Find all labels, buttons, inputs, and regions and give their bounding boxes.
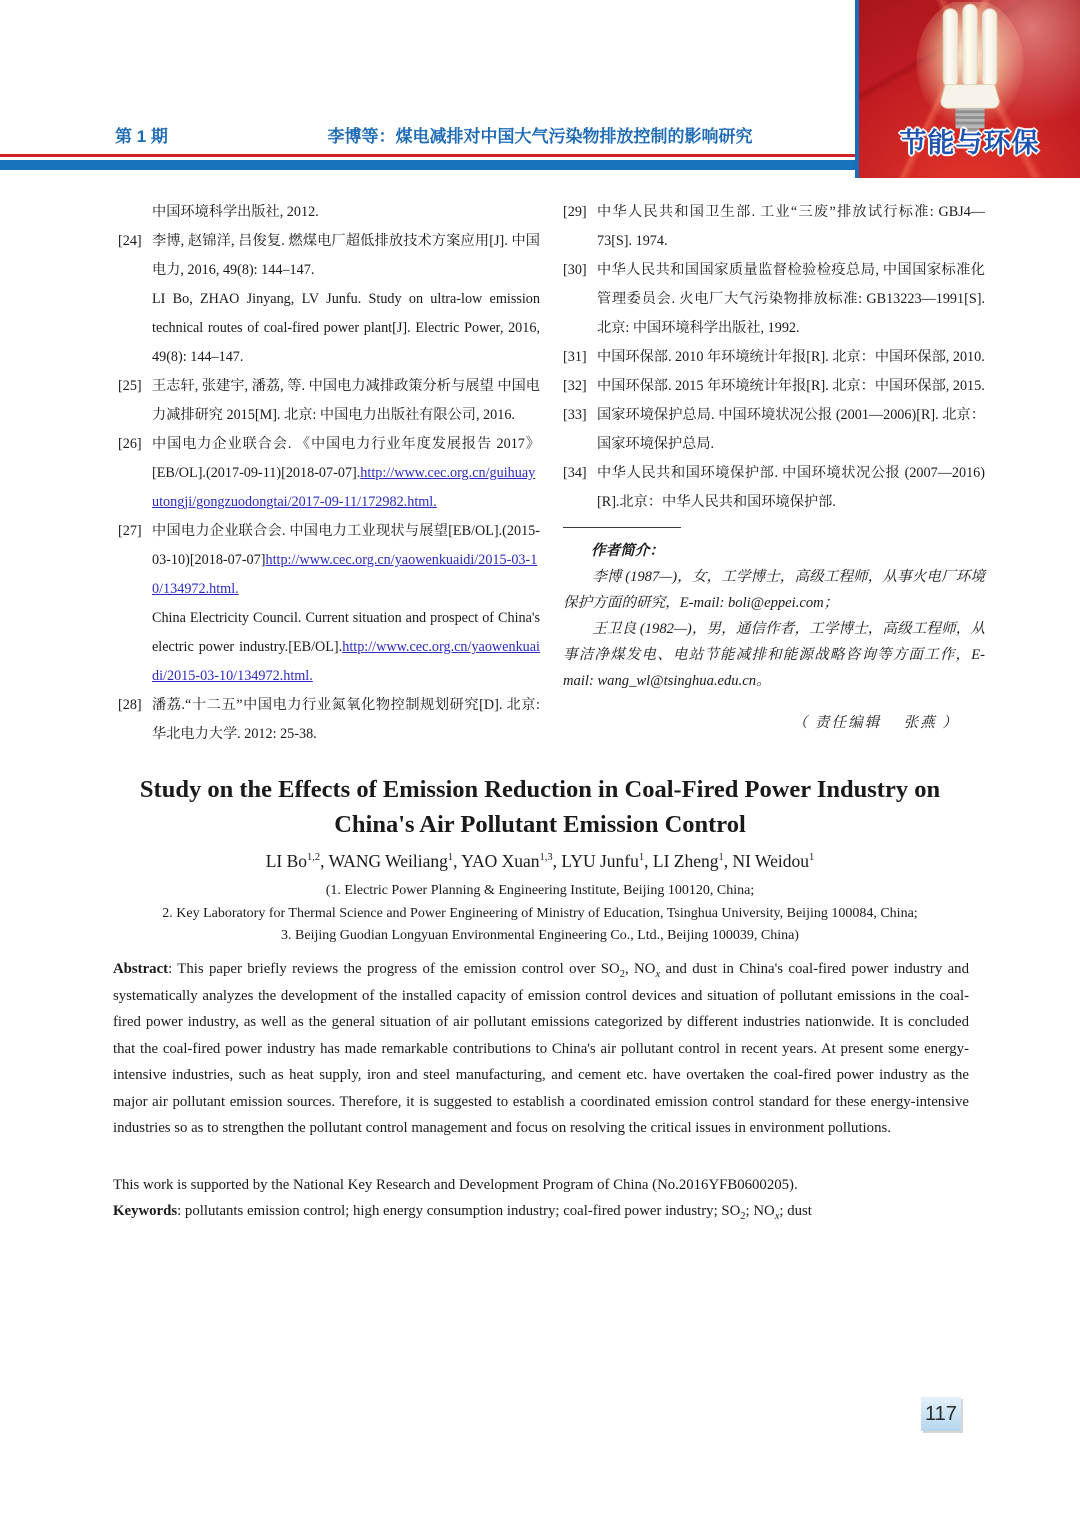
author-bio-paragraph: 李博 (1987—)，女，工学博士，高级工程师，从事火电厂环境保护方面的研究，E-mail: boli@eppei.com；: [563, 569, 985, 611]
english-authors-line: LI Bo$^{1,2}$, WANG Weiliang$^1$, YAO Xuan$^{1,3}$, LYU Junfu$^1$, LI Zheng$^1$, NI Weidou$^1$: [265, 851, 815, 871]
reference-text: 王志轩, 张建宇, 潘荔, 等. 中国电力减排政策分析与展望 中国电力减排研究 2015[M]. 北京: 中国电力出版社有限公司, 2016.: [152, 378, 540, 423]
references-right-column: [563, 198, 985, 736]
reference-label: [26]: [118, 436, 142, 452]
reference-label: [32]: [563, 378, 587, 394]
affiliation-line: 3. Beijing Guodian Longyuan Environmental Engineering Co., Ltd., Beijing 100039, China): [281, 928, 799, 943]
footnote-divider: [563, 527, 681, 528]
english-affiliations: [0, 880, 1080, 948]
funding-note: This work is supported by the National Key Research and Development Program of China (No.2016YFB0600205).: [113, 1177, 798, 1193]
reference-label: [33]: [563, 407, 587, 423]
reference-item: [118, 517, 540, 604]
reference-link[interactable]: http://www.cec.org.cn/yaowenkuaidi/2015-03-10/134972.html.: [152, 552, 538, 597]
reference-text: 中华人民共和国卫生部. 工业“三废”排放试行标准: GBJ4—73[S]. 1974.: [597, 204, 985, 249]
reference-item: [118, 227, 540, 285]
affiliation-line: (1. Electric Power Planning & Engineering Institute, Beijing 100120, China;: [325, 883, 755, 898]
english-title-line2: China's Air Pollutant Emission Control: [334, 811, 746, 838]
reference-text: 中国电力企业联合会. 《中国电力行业年度发展报告 2017》[EB/OL].(2017-09-11)[2018-07-07].http://www.cec.org.cn/guihuayutongji/gongzuodongtai/2017-09-11/172982.html.: [152, 436, 540, 510]
author-bio-list: [563, 564, 985, 694]
reference-text: 国家环境保护总局. 中国环境状况公报 (2001—2006)[R]. 北京：国家环境保护总局.: [597, 407, 985, 452]
reference-label: [25]: [118, 378, 142, 394]
reference-label: [24]: [118, 233, 142, 249]
reference-link[interactable]: http://www.cec.org.cn/yaowenkuaidi/2015-03-10/134972.html.: [152, 639, 540, 684]
reference-item: [118, 691, 540, 749]
reference-text: 中国电力企业联合会. 中国电力工业现状与展望[EB/OL].(2015-03-10)[2018-07-07]http://www.cec.org.cn/yaowenkuaidi/2015-03-10/134972.html.: [152, 523, 540, 597]
reference-label: [27]: [118, 523, 142, 539]
reference-label: [34]: [563, 465, 587, 481]
page-number-badge: 117: [921, 1397, 961, 1431]
reference-text: 中国环保部. 2015 年环境统计年报[R]. 北京：中国环保部, 2015.: [597, 378, 985, 394]
reference-text: 李博, 赵锦洋, 吕俊复. 燃煤电厂超低排放技术方案应用[J]. 中国电力, 2016, 49(8): 144–147.: [152, 233, 540, 278]
reference-label: [29]: [563, 204, 587, 220]
affiliation-line: 2. Key Laboratory for Thermal Science and Power Engineering of Ministry of Education, Tsinghua University, Beijing 100084, China;: [162, 905, 918, 921]
author-bio-heading: 作者简介：: [591, 543, 664, 559]
header-rule-blue: [0, 160, 858, 170]
reference-text: LI Bo, ZHAO Jinyang, LV Junfu. Study on ultra-low emission technical routes of coal-fired power plant[J]. Electric Power, 2016, 49(8): 144–147.: [152, 291, 540, 365]
reference-text: 中华人民共和国环境保护部. 中国环境状况公报 (2007—2016)[R].北京：中华人民共和国环境保护部.: [597, 465, 985, 510]
reference-label: [118, 198, 152, 227]
keywords-line: Keywords: pollutants emission control; high energy consumption industry; coal-fired power industry; $SO_2$; $NO_x$; dust: [113, 1203, 812, 1222]
reference-label: [28]: [118, 697, 142, 713]
issue-label: 第 1 期: [115, 127, 168, 146]
reference-label: [118, 285, 152, 372]
journal-logo-title: 节能与环保: [899, 128, 1040, 158]
reference-item: [563, 459, 985, 517]
author-bio-paragraph: 王卫良 (1982—)，男，通信作者，工学博士，高级工程师，从事洁净煤发电、电站节能减排和能源战略咨询等方面工作，E-mail: wang_wl@tsinghua.edu.cn。: [563, 621, 985, 689]
reference-item: [563, 198, 985, 256]
reference-label: [30]: [563, 262, 587, 278]
references-right-list: [563, 198, 985, 517]
reference-text: China Electricity Council. Current situation and prospect of China's electric power industry.[EB/OL].http://www.cec.org.cn/yaowenkuaidi/2015-03-10/134972.html.: [152, 610, 540, 684]
reference-item: [118, 604, 540, 691]
header-rule-red: [0, 154, 858, 157]
reference-text: 中华人民共和国国家质量监督检验检疫总局, 中国国家标准化管理委员会. 火电厂大气污染物排放标准: GB13223—1991[S]. 北京: 中国环境科学出版社, 1992.: [597, 262, 985, 336]
journal-logo: [855, 0, 1080, 178]
reference-item: [563, 372, 985, 401]
english-title-line1: Study on the Effects of Emission Reduction in Coal-Fired Power Industry on: [139, 776, 941, 803]
reference-label: [118, 604, 152, 691]
reference-text: 中国环保部. 2010 年环境统计年报[R]. 北京：中国环保部, 2010.: [597, 349, 985, 365]
reference-item: [118, 285, 540, 372]
reference-item: [118, 430, 540, 517]
reference-item: [118, 372, 540, 430]
reference-link[interactable]: http://www.cec.org.cn/guihuayutongji/gongzuodongtai/2017-09-11/172982.html.: [152, 465, 536, 510]
running-title: 李博等：煤电减排对中国大气污染物排放控制的影响研究: [327, 127, 753, 146]
abstract-paragraph: Abstract: This paper briefly reviews the progress of the emission control over $SO_2$, $NO_x$ and dust in China's coal-fired power industry and systematically analyzes the development of the installed capacity of emission control devices and situation of pollutant emissions in the coal-fired power industry, as well as the general situation of air pollutant emissions categorized by different industries nationwide. It is concluded that the coal-fired power industry has made remarkable contributions to China's air pollutant control in recent years. At present some energy-intensive industries, such as heat supply, iron and steel manufacturing, and cement etc. have overtaken the coal-fired power industry as the major air pollutant emission sources. Therefore, it is suggested to establish a coordinated emission control standard for these energy-intensive industries so as to strengthen the pollutant control management and focus on resolving the critical issues in environment pollutions.: [113, 961, 969, 1136]
editor-note: （ 责任编辑 张燕 ）: [792, 715, 959, 731]
references-left-column: [118, 198, 540, 749]
reference-item: [563, 256, 985, 343]
english-title: [0, 772, 1080, 842]
reference-text: 潘荔.“十二五”中国电力行业氮氧化物控制规划研究[D]. 北京: 华北电力大学. 2012: 25-38.: [152, 697, 540, 742]
reference-label: [31]: [563, 349, 587, 365]
author-bio-section: [563, 538, 985, 736]
reference-item: [563, 401, 985, 459]
reference-item: [563, 343, 985, 372]
reference-text: 中国环境科学出版社, 2012.: [152, 204, 319, 220]
reference-item: [118, 198, 540, 227]
